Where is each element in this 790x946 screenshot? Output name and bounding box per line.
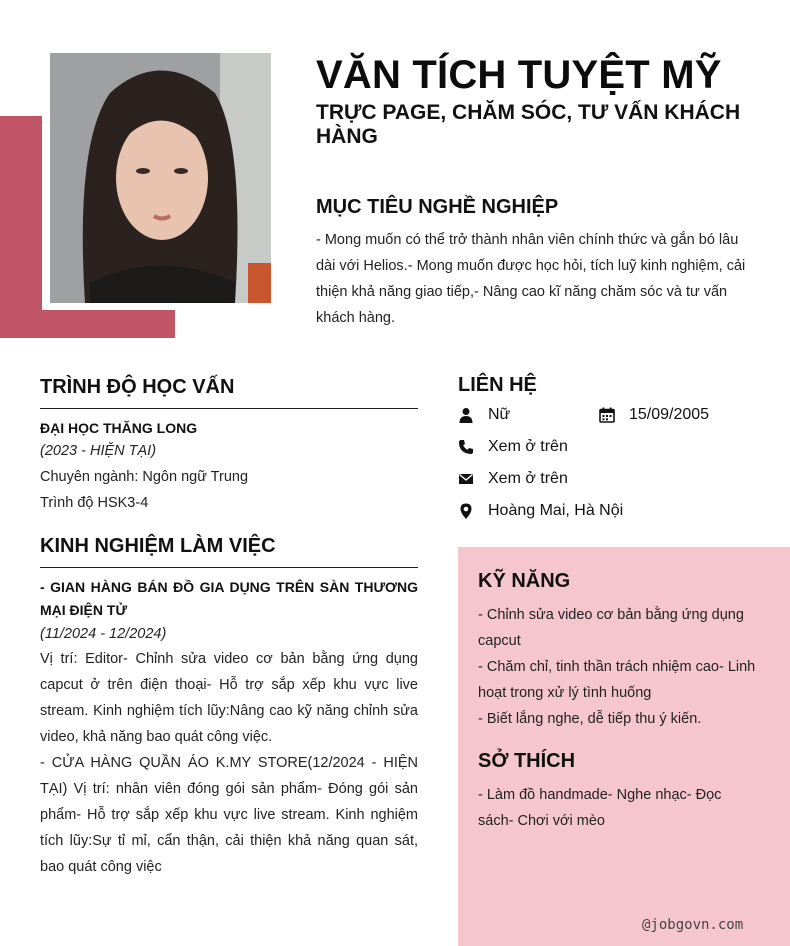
profile-photo-illustration [50, 53, 271, 303]
contact-email-value: Xem ở trên [488, 470, 568, 487]
contact-birthday [599, 406, 709, 424]
skills-item-1: - Chỉnh sửa video cơ bản bằng ứng dụng capcut [478, 607, 744, 649]
contact-email [458, 470, 568, 488]
education-school: ĐẠI HỌC THĂNG LONG [40, 420, 198, 436]
hobbies-text: - Làm đồ handmade- Nghe nhạc- Đọc sách- Chơi với mèo [478, 787, 722, 829]
calendar-icon [599, 407, 615, 423]
profile-photo [50, 53, 271, 303]
contact-heading: LIÊN HỆ [458, 374, 537, 396]
education-major: Chuyên ngành: Ngôn ngữ Trung [40, 469, 249, 485]
experience-heading: KINH NGHIỆM LÀM VIỆC [40, 535, 276, 557]
contact-birthday-value: 15/09/2005 [629, 406, 710, 423]
education-divider [40, 408, 418, 409]
experience-company: - GIAN HÀNG BÁN ĐỒ GIA DỤNG TRÊN SÀN THƯƠNG MẠI ĐIỆN TỬ [40, 579, 418, 618]
location-pin-icon [458, 503, 474, 519]
experience-divider [40, 567, 418, 568]
watermark: @jobgovn.com [642, 917, 744, 933]
experience-block [40, 576, 418, 880]
experience-period: (11/2024 - 12/2024) [40, 626, 167, 642]
experience-details-2: - CỬA HÀNG QUẦN ÁO K.MY STORE(12/2024 - HIỆN TẠI) Vị trí: nhân viên đóng gói sản phẩm- Đóng gói sản phẩm- Hỗ trợ sắp xếp khu vực live stream. Kinh nghiệm tích lũy:Sự tỉ mỉ, cẩn thận, cải thiện khả năng quan sát, bao quát công việc [40, 755, 418, 875]
skills-item-2: - Chăm chỉ, tinh thần trách nhiệm cao- Linh hoạt trong xử lý tình huống [478, 659, 756, 701]
mail-icon [458, 471, 474, 487]
education-period: (2023 - HIỆN TẠI) [40, 443, 157, 459]
contact-phone [458, 438, 568, 456]
contact-address-value: Hoàng Mai, Hà Nội [488, 502, 624, 519]
education-heading: TRÌNH ĐỘ HỌC VẤN [40, 376, 235, 398]
skills-heading: KỸ NĂNG [478, 570, 571, 592]
skills-item-3: - Biết lắng nghe, dễ tiếp thu ý kiến. [478, 711, 702, 727]
contact-phone-value: Xem ở trên [488, 438, 568, 455]
contact-gender [458, 406, 510, 424]
education-level: Trình độ HSK3-4 [40, 495, 149, 511]
contact-address [458, 502, 623, 520]
candidate-name: VĂN TÍCH TUYỆT MỸ [316, 53, 722, 97]
objective-text: - Mong muốn có thể trở thành nhân viên chính thức và gắn bó lâu dài với Helios.- Mong muốn được học hỏi, tích luỹ kinh nghiệm, cải thiện khả năng giao tiếp,- Nâng cao kĩ năng chăm sóc và tư vấn khách hàng. [316, 232, 746, 326]
objective-heading: MỤC TIÊU NGHỀ NGHIỆP [316, 196, 559, 218]
person-icon [458, 407, 474, 423]
contact-gender-value: Nữ [488, 406, 511, 423]
hobbies-heading: SỞ THÍCH [478, 750, 576, 772]
job-title: TRỰC PAGE, CHĂM SÓC, TƯ VẤN KHÁCH HÀNG [316, 101, 741, 148]
phone-icon [458, 439, 474, 455]
experience-details: Vị trí: Editor- Chỉnh sửa video cơ bản bằng ứng dụng capcut ở trên điện thoại- Hỗ trợ sắp xếp khu vực live stream. Kinh nghiệm tích lũy:Nâng cao kỹ năng chỉnh sửa video, khả năng bao quát công việc. [40, 651, 418, 745]
